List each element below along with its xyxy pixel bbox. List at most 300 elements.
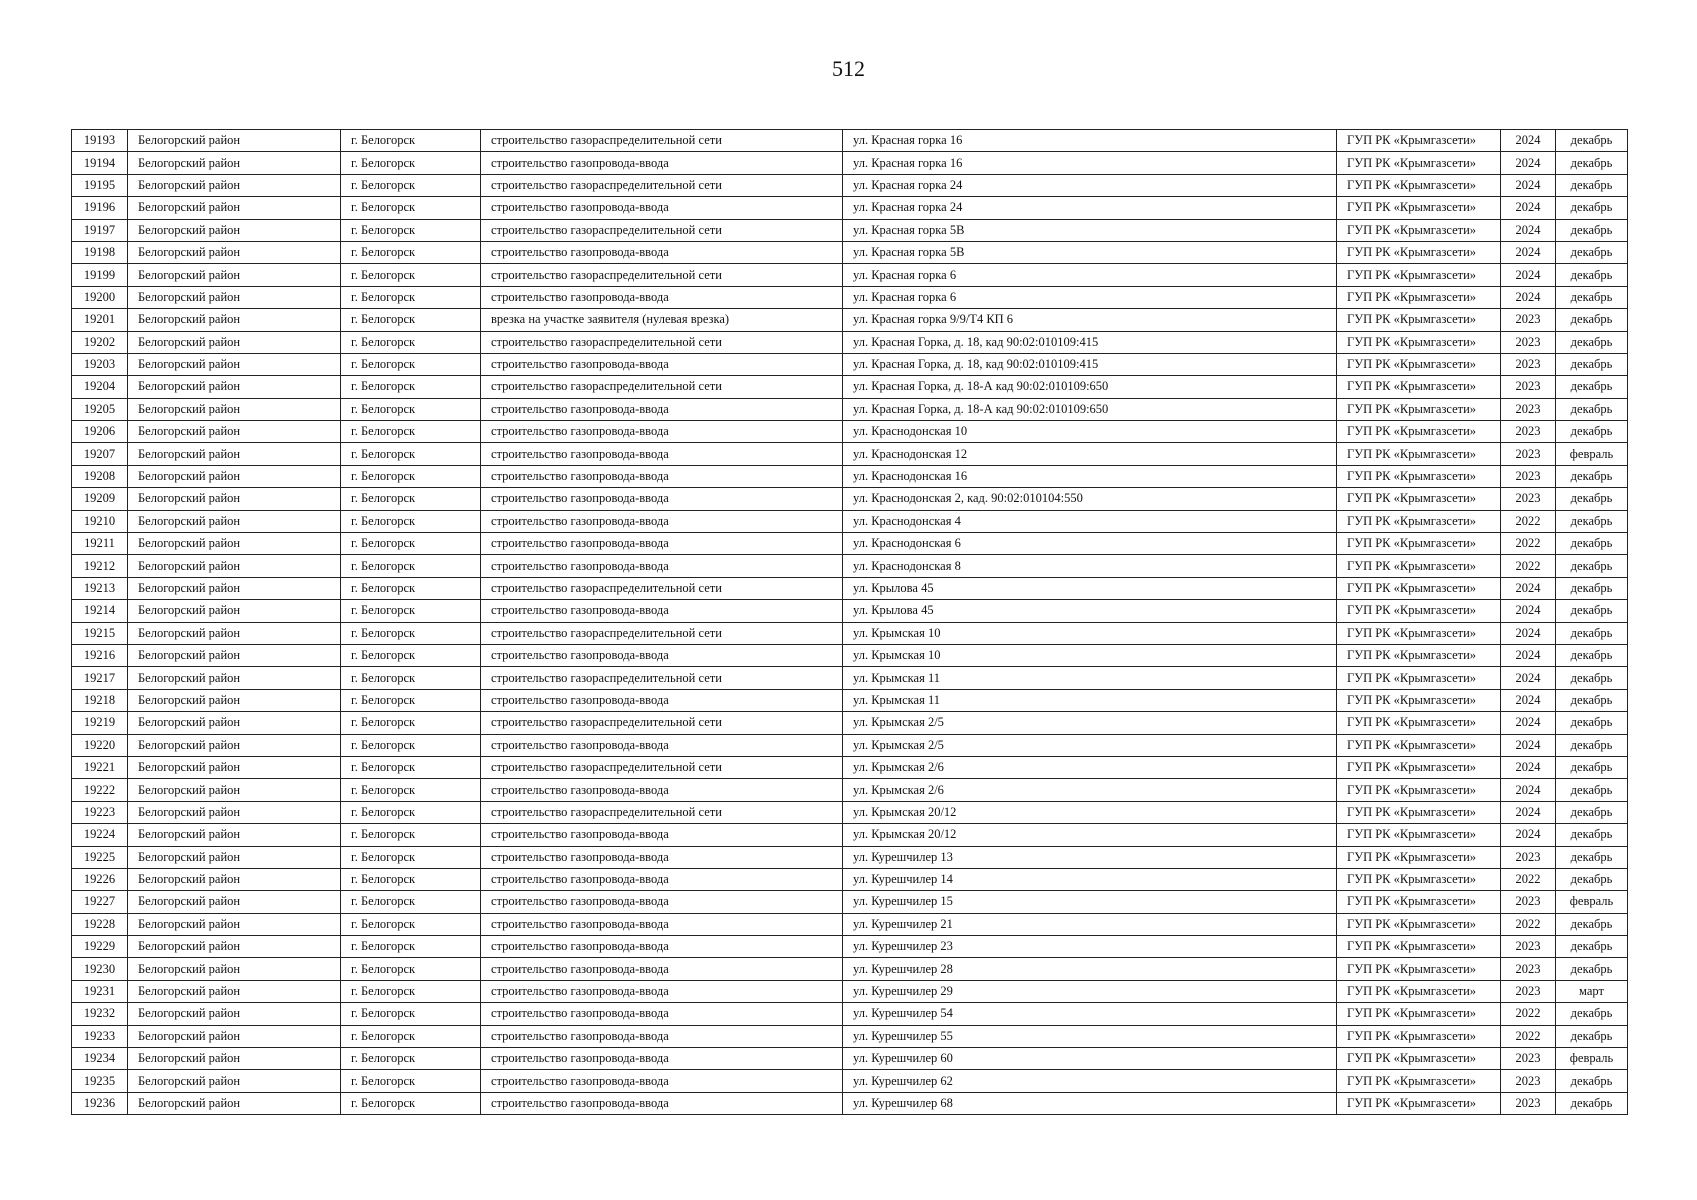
- cell-row-number: 19225: [72, 846, 128, 868]
- cell-month: февраль: [1556, 443, 1628, 465]
- cell-year: 2024: [1501, 779, 1556, 801]
- cell-year: 2024: [1501, 712, 1556, 734]
- cell-address: ул. Красная Горка, д. 18-А кад 90:02:010109:650: [843, 398, 1337, 420]
- cell-city: г. Белогорск: [341, 913, 481, 935]
- cell-address: ул. Крылова 45: [843, 577, 1337, 599]
- cell-row-number: 19207: [72, 443, 128, 465]
- cell-address: ул. Краснодонская 16: [843, 465, 1337, 487]
- cell-organization: ГУП РК «Крымгазсети»: [1337, 533, 1501, 555]
- cell-year: 2023: [1501, 958, 1556, 980]
- cell-year: 2022: [1501, 1003, 1556, 1025]
- cell-year: 2024: [1501, 734, 1556, 756]
- cell-organization: ГУП РК «Крымгазсети»: [1337, 353, 1501, 375]
- cell-month: декабрь: [1556, 712, 1628, 734]
- cell-address: ул. Крымская 10: [843, 622, 1337, 644]
- cell-work-type: строительство газораспределительной сети: [481, 577, 843, 599]
- cell-district: Белогорский район: [128, 421, 341, 443]
- cell-work-type: строительство газопровода-ввода: [481, 891, 843, 913]
- cell-row-number: 19234: [72, 1048, 128, 1070]
- cell-year: 2024: [1501, 174, 1556, 196]
- table-row: [72, 936, 1628, 958]
- table-row: [72, 331, 1628, 353]
- cell-month: декабрь: [1556, 152, 1628, 174]
- cell-organization: ГУП РК «Крымгазсети»: [1337, 286, 1501, 308]
- cell-organization: ГУП РК «Крымгазсети»: [1337, 868, 1501, 890]
- cell-row-number: 19214: [72, 600, 128, 622]
- cell-district: Белогорский район: [128, 644, 341, 666]
- cell-district: Белогорский район: [128, 264, 341, 286]
- cell-district: Белогорский район: [128, 980, 341, 1002]
- cell-month: декабрь: [1556, 510, 1628, 532]
- cell-district: Белогорский район: [128, 152, 341, 174]
- cell-row-number: 19201: [72, 309, 128, 331]
- cell-month: декабрь: [1556, 130, 1628, 152]
- cell-row-number: 19215: [72, 622, 128, 644]
- cell-row-number: 19224: [72, 824, 128, 846]
- cell-address: ул. Красная Горка, д. 18, кад 90:02:010109:415: [843, 331, 1337, 353]
- cell-district: Белогорский район: [128, 197, 341, 219]
- cell-work-type: строительство газопровода-ввода: [481, 846, 843, 868]
- table-row: [72, 958, 1628, 980]
- cell-row-number: 19235: [72, 1070, 128, 1092]
- cell-year: 2024: [1501, 197, 1556, 219]
- cell-row-number: 19196: [72, 197, 128, 219]
- cell-year: 2023: [1501, 443, 1556, 465]
- cell-city: г. Белогорск: [341, 1070, 481, 1092]
- cell-row-number: 19211: [72, 533, 128, 555]
- cell-work-type: строительство газопровода-ввода: [481, 600, 843, 622]
- cell-city: г. Белогорск: [341, 756, 481, 778]
- cell-district: Белогорский район: [128, 1048, 341, 1070]
- cell-work-type: строительство газопровода-ввода: [481, 488, 843, 510]
- cell-organization: ГУП РК «Крымгазсети»: [1337, 600, 1501, 622]
- cell-district: Белогорский район: [128, 174, 341, 196]
- cell-month: декабрь: [1556, 241, 1628, 263]
- table-row: [72, 241, 1628, 263]
- cell-district: Белогорский район: [128, 801, 341, 823]
- table-row: [72, 421, 1628, 443]
- cell-row-number: 19208: [72, 465, 128, 487]
- cell-address: ул. Красная горка 5В: [843, 219, 1337, 241]
- cell-row-number: 19195: [72, 174, 128, 196]
- cell-month: декабрь: [1556, 689, 1628, 711]
- cell-district: Белогорский район: [128, 488, 341, 510]
- cell-row-number: 19221: [72, 756, 128, 778]
- cell-month: декабрь: [1556, 644, 1628, 666]
- cell-address: ул. Курешчилер 54: [843, 1003, 1337, 1025]
- cell-organization: ГУП РК «Крымгазсети»: [1337, 264, 1501, 286]
- cell-district: Белогорский район: [128, 1092, 341, 1114]
- cell-district: Белогорский район: [128, 286, 341, 308]
- cell-organization: ГУП РК «Крымгазсети»: [1337, 331, 1501, 353]
- cell-month: декабрь: [1556, 868, 1628, 890]
- cell-work-type: строительство газопровода-ввода: [481, 734, 843, 756]
- cell-year: 2023: [1501, 309, 1556, 331]
- cell-address: ул. Курешчилер 29: [843, 980, 1337, 1002]
- cell-work-type: строительство газопровода-ввода: [481, 286, 843, 308]
- cell-year: 2023: [1501, 353, 1556, 375]
- table-row: [72, 577, 1628, 599]
- cell-city: г. Белогорск: [341, 846, 481, 868]
- cell-work-type: строительство газопровода-ввода: [481, 824, 843, 846]
- cell-organization: ГУП РК «Крымгазсети»: [1337, 443, 1501, 465]
- cell-month: декабрь: [1556, 600, 1628, 622]
- cell-city: г. Белогорск: [341, 533, 481, 555]
- cell-organization: ГУП РК «Крымгазсети»: [1337, 510, 1501, 532]
- table-row: [72, 846, 1628, 868]
- cell-district: Белогорский район: [128, 913, 341, 935]
- cell-work-type: строительство газопровода-ввода: [481, 533, 843, 555]
- table-row: [72, 197, 1628, 219]
- cell-month: декабрь: [1556, 936, 1628, 958]
- cell-work-type: строительство газопровода-ввода: [481, 555, 843, 577]
- cell-organization: ГУП РК «Крымгазсети»: [1337, 644, 1501, 666]
- cell-organization: ГУП РК «Крымгазсети»: [1337, 712, 1501, 734]
- cell-organization: ГУП РК «Крымгазсети»: [1337, 1003, 1501, 1025]
- cell-year: 2024: [1501, 824, 1556, 846]
- cell-work-type: строительство газораспределительной сети: [481, 376, 843, 398]
- cell-row-number: 19233: [72, 1025, 128, 1047]
- cell-month: декабрь: [1556, 465, 1628, 487]
- cell-organization: ГУП РК «Крымгазсети»: [1337, 936, 1501, 958]
- cell-organization: ГУП РК «Крымгазсети»: [1337, 689, 1501, 711]
- cell-work-type: врезка на участке заявителя (нулевая врезка): [481, 309, 843, 331]
- cell-work-type: строительство газораспределительной сети: [481, 264, 843, 286]
- cell-address: ул. Крымская 10: [843, 644, 1337, 666]
- cell-row-number: 19217: [72, 667, 128, 689]
- cell-address: ул. Курешчилер 13: [843, 846, 1337, 868]
- cell-work-type: строительство газораспределительной сети: [481, 219, 843, 241]
- table-row: [72, 309, 1628, 331]
- cell-district: Белогорский район: [128, 824, 341, 846]
- table-row: [72, 689, 1628, 711]
- cell-work-type: строительство газораспределительной сети: [481, 130, 843, 152]
- cell-work-type: строительство газопровода-ввода: [481, 936, 843, 958]
- cell-organization: ГУП РК «Крымгазсети»: [1337, 756, 1501, 778]
- cell-row-number: 19222: [72, 779, 128, 801]
- cell-organization: ГУП РК «Крымгазсети»: [1337, 421, 1501, 443]
- cell-organization: ГУП РК «Крымгазсети»: [1337, 555, 1501, 577]
- cell-month: декабрь: [1556, 331, 1628, 353]
- cell-work-type: строительство газораспределительной сети: [481, 667, 843, 689]
- cell-year: 2023: [1501, 488, 1556, 510]
- cell-work-type: строительство газораспределительной сети: [481, 331, 843, 353]
- cell-address: ул. Крымская 11: [843, 667, 1337, 689]
- cell-work-type: строительство газораспределительной сети: [481, 174, 843, 196]
- cell-row-number: 19236: [72, 1092, 128, 1114]
- cell-work-type: строительство газопровода-ввода: [481, 465, 843, 487]
- cell-work-type: строительство газопровода-ввода: [481, 868, 843, 890]
- cell-address: ул. Крымская 20/12: [843, 824, 1337, 846]
- cell-work-type: строительство газопровода-ввода: [481, 443, 843, 465]
- cell-city: г. Белогорск: [341, 689, 481, 711]
- cell-organization: ГУП РК «Крымгазсети»: [1337, 913, 1501, 935]
- table-row: [72, 130, 1628, 152]
- cell-address: ул. Крымская 20/12: [843, 801, 1337, 823]
- cell-month: декабрь: [1556, 1025, 1628, 1047]
- cell-row-number: 19204: [72, 376, 128, 398]
- table-row: [72, 801, 1628, 823]
- cell-work-type: строительство газопровода-ввода: [481, 1048, 843, 1070]
- table-row: [72, 465, 1628, 487]
- cell-organization: ГУП РК «Крымгазсети»: [1337, 309, 1501, 331]
- cell-city: г. Белогорск: [341, 130, 481, 152]
- cell-work-type: строительство газопровода-ввода: [481, 779, 843, 801]
- cell-work-type: строительство газораспределительной сети: [481, 622, 843, 644]
- cell-city: г. Белогорск: [341, 555, 481, 577]
- cell-address: ул. Крылова 45: [843, 600, 1337, 622]
- cell-month: декабрь: [1556, 779, 1628, 801]
- cell-district: Белогорский район: [128, 756, 341, 778]
- cell-city: г. Белогорск: [341, 353, 481, 375]
- cell-year: 2023: [1501, 1048, 1556, 1070]
- cell-address: ул. Красная горка 16: [843, 130, 1337, 152]
- cell-address: ул. Красная горка 6: [843, 286, 1337, 308]
- table-row: [72, 913, 1628, 935]
- cell-year: 2022: [1501, 1025, 1556, 1047]
- cell-district: Белогорский район: [128, 510, 341, 532]
- cell-city: г. Белогорск: [341, 197, 481, 219]
- cell-row-number: 19216: [72, 644, 128, 666]
- cell-city: г. Белогорск: [341, 443, 481, 465]
- cell-address: ул. Курешчилер 23: [843, 936, 1337, 958]
- cell-year: 2022: [1501, 510, 1556, 532]
- table-row: [72, 555, 1628, 577]
- cell-row-number: 19230: [72, 958, 128, 980]
- cell-city: г. Белогорск: [341, 286, 481, 308]
- cell-district: Белогорский район: [128, 398, 341, 420]
- cell-district: Белогорский район: [128, 443, 341, 465]
- table-row: [72, 667, 1628, 689]
- cell-city: г. Белогорск: [341, 488, 481, 510]
- table-row: [72, 398, 1628, 420]
- cell-address: ул. Краснодонская 2, кад. 90:02:010104:550: [843, 488, 1337, 510]
- table-row: [72, 443, 1628, 465]
- cell-month: декабрь: [1556, 577, 1628, 599]
- cell-organization: ГУП РК «Крымгазсети»: [1337, 622, 1501, 644]
- table-row: [72, 756, 1628, 778]
- cell-district: Белогорский район: [128, 465, 341, 487]
- cell-city: г. Белогорск: [341, 734, 481, 756]
- cell-organization: ГУП РК «Крымгазсети»: [1337, 130, 1501, 152]
- cell-city: г. Белогорск: [341, 264, 481, 286]
- cell-row-number: 19203: [72, 353, 128, 375]
- cell-city: г. Белогорск: [341, 868, 481, 890]
- table-row: [72, 644, 1628, 666]
- cell-district: Белогорский район: [128, 331, 341, 353]
- cell-city: г. Белогорск: [341, 219, 481, 241]
- cell-district: Белогорский район: [128, 219, 341, 241]
- cell-month: декабрь: [1556, 309, 1628, 331]
- cell-district: Белогорский район: [128, 779, 341, 801]
- cell-work-type: строительство газопровода-ввода: [481, 152, 843, 174]
- cell-address: ул. Красная горка 9/9/Т4 КП 6: [843, 309, 1337, 331]
- cell-address: ул. Курешчилер 68: [843, 1092, 1337, 1114]
- table-row: [72, 868, 1628, 890]
- cell-row-number: 19227: [72, 891, 128, 913]
- cell-district: Белогорский район: [128, 533, 341, 555]
- cell-month: декабрь: [1556, 958, 1628, 980]
- cell-district: Белогорский район: [128, 958, 341, 980]
- cell-work-type: строительство газопровода-ввода: [481, 913, 843, 935]
- cell-organization: ГУП РК «Крымгазсети»: [1337, 174, 1501, 196]
- cell-organization: ГУП РК «Крымгазсети»: [1337, 824, 1501, 846]
- cell-city: г. Белогорск: [341, 936, 481, 958]
- cell-year: 2024: [1501, 801, 1556, 823]
- cell-city: г. Белогорск: [341, 510, 481, 532]
- cell-month: декабрь: [1556, 398, 1628, 420]
- cell-address: ул. Курешчилер 60: [843, 1048, 1337, 1070]
- cell-work-type: строительство газораспределительной сети: [481, 801, 843, 823]
- table-row: [72, 891, 1628, 913]
- cell-work-type: строительство газопровода-ввода: [481, 1070, 843, 1092]
- cell-organization: ГУП РК «Крымгазсети»: [1337, 891, 1501, 913]
- table-row: [72, 1025, 1628, 1047]
- cell-organization: ГУП РК «Крымгазсети»: [1337, 1092, 1501, 1114]
- cell-month: декабрь: [1556, 533, 1628, 555]
- cell-row-number: 19199: [72, 264, 128, 286]
- cell-address: ул. Красная горка 24: [843, 174, 1337, 196]
- cell-work-type: строительство газопровода-ввода: [481, 980, 843, 1002]
- cell-organization: ГУП РК «Крымгазсети»: [1337, 488, 1501, 510]
- cell-district: Белогорский район: [128, 1025, 341, 1047]
- cell-work-type: строительство газопровода-ввода: [481, 1092, 843, 1114]
- page-number: 512: [832, 56, 865, 81]
- cell-address: ул. Красная Горка, д. 18, кад 90:02:010109:415: [843, 353, 1337, 375]
- cell-month: декабрь: [1556, 756, 1628, 778]
- cell-work-type: строительство газопровода-ввода: [481, 353, 843, 375]
- cell-address: ул. Крымская 2/5: [843, 734, 1337, 756]
- cell-month: март: [1556, 980, 1628, 1002]
- cell-city: г. Белогорск: [341, 622, 481, 644]
- cell-month: декабрь: [1556, 286, 1628, 308]
- cell-city: г. Белогорск: [341, 1048, 481, 1070]
- table-row: [72, 488, 1628, 510]
- cell-month: декабрь: [1556, 197, 1628, 219]
- cell-year: 2023: [1501, 331, 1556, 353]
- cell-work-type: строительство газораспределительной сети: [481, 756, 843, 778]
- cell-year: 2023: [1501, 398, 1556, 420]
- cell-year: 2024: [1501, 756, 1556, 778]
- cell-district: Белогорский район: [128, 353, 341, 375]
- cell-year: 2024: [1501, 130, 1556, 152]
- cell-month: декабрь: [1556, 1070, 1628, 1092]
- cell-work-type: строительство газопровода-ввода: [481, 241, 843, 263]
- cell-row-number: 19198: [72, 241, 128, 263]
- cell-address: ул. Красная горка 6: [843, 264, 1337, 286]
- cell-month: февраль: [1556, 1048, 1628, 1070]
- cell-district: Белогорский район: [128, 376, 341, 398]
- table-row: [72, 622, 1628, 644]
- cell-address: ул. Курешчилер 14: [843, 868, 1337, 890]
- cell-city: г. Белогорск: [341, 958, 481, 980]
- cell-organization: ГУП РК «Крымгазсети»: [1337, 801, 1501, 823]
- cell-address: ул. Краснодонская 6: [843, 533, 1337, 555]
- cell-year: 2024: [1501, 667, 1556, 689]
- cell-address: ул. Курешчилер 28: [843, 958, 1337, 980]
- cell-organization: ГУП РК «Крымгазсети»: [1337, 1048, 1501, 1070]
- cell-city: г. Белогорск: [341, 600, 481, 622]
- cell-work-type: строительство газопровода-ввода: [481, 398, 843, 420]
- cell-year: 2024: [1501, 264, 1556, 286]
- cell-district: Белогорский район: [128, 600, 341, 622]
- cell-work-type: строительство газопровода-ввода: [481, 1003, 843, 1025]
- cell-row-number: 19209: [72, 488, 128, 510]
- cell-address: ул. Красная горка 24: [843, 197, 1337, 219]
- cell-address: ул. Курешчилер 21: [843, 913, 1337, 935]
- cell-month: февраль: [1556, 891, 1628, 913]
- cell-month: декабрь: [1556, 1092, 1628, 1114]
- cell-organization: ГУП РК «Крымгазсети»: [1337, 241, 1501, 263]
- table-row: [72, 734, 1628, 756]
- cell-organization: ГУП РК «Крымгазсети»: [1337, 779, 1501, 801]
- table-row: [72, 1092, 1628, 1114]
- cell-organization: ГУП РК «Крымгазсети»: [1337, 846, 1501, 868]
- cell-city: г. Белогорск: [341, 577, 481, 599]
- cell-address: ул. Красная горка 5В: [843, 241, 1337, 263]
- cell-work-type: строительство газопровода-ввода: [481, 1025, 843, 1047]
- cell-city: г. Белогорск: [341, 465, 481, 487]
- cell-row-number: 19206: [72, 421, 128, 443]
- cell-district: Белогорский район: [128, 1003, 341, 1025]
- cell-city: г. Белогорск: [341, 1092, 481, 1114]
- cell-city: г. Белогорск: [341, 801, 481, 823]
- cell-year: 2022: [1501, 555, 1556, 577]
- cell-district: Белогорский район: [128, 891, 341, 913]
- cell-city: г. Белогорск: [341, 779, 481, 801]
- cell-district: Белогорский район: [128, 555, 341, 577]
- cell-district: Белогорский район: [128, 734, 341, 756]
- cell-district: Белогорский район: [128, 846, 341, 868]
- cell-month: декабрь: [1556, 421, 1628, 443]
- cell-work-type: строительство газораспределительной сети: [481, 712, 843, 734]
- cell-address: ул. Курешчилер 15: [843, 891, 1337, 913]
- cell-year: 2024: [1501, 577, 1556, 599]
- cell-city: г. Белогорск: [341, 824, 481, 846]
- cell-organization: ГУП РК «Крымгазсети»: [1337, 152, 1501, 174]
- cell-organization: ГУП РК «Крымгазсети»: [1337, 398, 1501, 420]
- cell-district: Белогорский район: [128, 868, 341, 890]
- cell-address: ул. Крымская 11: [843, 689, 1337, 711]
- cell-year: 2023: [1501, 376, 1556, 398]
- cell-row-number: 19212: [72, 555, 128, 577]
- cell-district: Белогорский район: [128, 130, 341, 152]
- gasification-table: [71, 129, 1628, 1115]
- cell-month: декабрь: [1556, 1003, 1628, 1025]
- cell-month: декабрь: [1556, 824, 1628, 846]
- cell-work-type: строительство газопровода-ввода: [481, 958, 843, 980]
- cell-row-number: 19205: [72, 398, 128, 420]
- cell-month: декабрь: [1556, 734, 1628, 756]
- cell-work-type: строительство газопровода-ввода: [481, 510, 843, 532]
- cell-year: 2024: [1501, 286, 1556, 308]
- cell-row-number: 19197: [72, 219, 128, 241]
- table-row: [72, 779, 1628, 801]
- cell-city: г. Белогорск: [341, 667, 481, 689]
- cell-address: ул. Красная Горка, д. 18-А кад 90:02:010109:650: [843, 376, 1337, 398]
- cell-year: 2024: [1501, 152, 1556, 174]
- cell-year: 2023: [1501, 936, 1556, 958]
- cell-row-number: 19219: [72, 712, 128, 734]
- cell-month: декабрь: [1556, 913, 1628, 935]
- cell-year: 2024: [1501, 622, 1556, 644]
- cell-month: декабрь: [1556, 667, 1628, 689]
- cell-district: Белогорский район: [128, 667, 341, 689]
- cell-row-number: 19218: [72, 689, 128, 711]
- cell-organization: ГУП РК «Крымгазсети»: [1337, 958, 1501, 980]
- cell-year: 2024: [1501, 600, 1556, 622]
- cell-city: г. Белогорск: [341, 376, 481, 398]
